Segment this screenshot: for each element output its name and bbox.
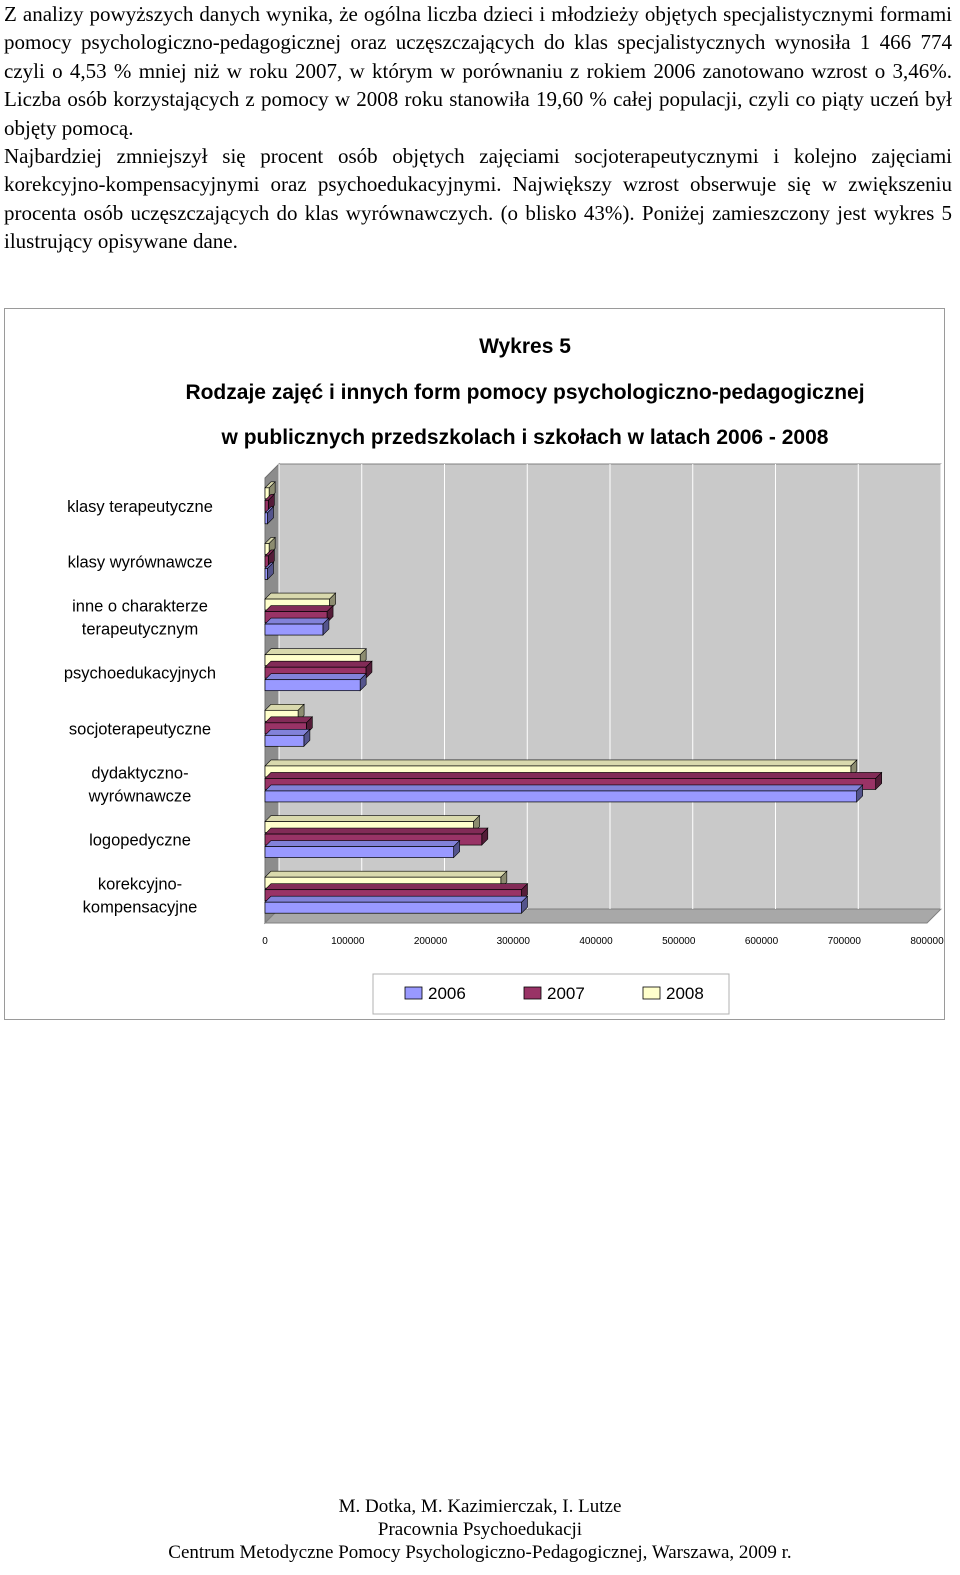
bar-front-face xyxy=(265,735,304,746)
legend-swatch-2007 xyxy=(524,987,541,999)
category-label-line: wyrównawcze xyxy=(88,787,192,806)
category-label xyxy=(69,720,211,738)
bar-front-face xyxy=(265,513,267,524)
page-footer xyxy=(0,1495,960,1564)
bar-top-face xyxy=(265,674,366,680)
chart-frame xyxy=(4,308,945,1020)
bar-top-face xyxy=(265,884,528,890)
category-label-line: klasy wyrównawcze xyxy=(67,553,213,572)
bar-top-face xyxy=(265,871,507,877)
x-tick-label: 200000 xyxy=(413,936,448,947)
bar-top-face xyxy=(265,816,480,822)
category-label-line: socjoterapeutyczne xyxy=(68,720,212,739)
x-tick-label: 600000 xyxy=(744,936,779,947)
category-label xyxy=(88,764,192,805)
x-tick-label: 100000 xyxy=(331,936,365,947)
bar-2006 xyxy=(265,841,460,858)
x-tick-label: 0 xyxy=(262,936,268,947)
category-label-line: korekcyjno- xyxy=(97,875,183,894)
category-label-line: dydaktyczno- xyxy=(91,764,189,783)
category-label xyxy=(67,498,213,516)
category-label xyxy=(72,598,208,639)
category-label xyxy=(83,876,198,917)
category-label-line: terapeutycznym xyxy=(81,620,199,639)
bar-top-face xyxy=(265,729,310,735)
bar-top-face xyxy=(265,593,336,599)
bar-top-face xyxy=(265,785,863,791)
category-label-line: klasy terapeutyczne xyxy=(67,497,213,516)
x-tick-label: 300000 xyxy=(496,936,530,947)
x-tick-label: 800000 xyxy=(910,936,944,947)
bar-top-face xyxy=(265,649,366,655)
x-tick-label: 400000 xyxy=(579,936,613,947)
bar-front-face xyxy=(265,791,857,802)
bar-chart xyxy=(5,309,946,1021)
x-tick-label: 700000 xyxy=(827,936,861,947)
chart-subtitle-line: w publicznych przedszkolach i szkołach w latach 2006 - 2008 xyxy=(221,426,829,449)
chart-subtitle-line: Rodzaje zajęć i innych form pomocy psychologiczno-pedagogicznej xyxy=(185,381,865,404)
body-text xyxy=(4,0,952,256)
bar-2006 xyxy=(265,785,863,802)
chart-title: Wykres 5 xyxy=(479,335,571,358)
bar-top-face xyxy=(265,606,333,612)
category-label xyxy=(64,665,216,683)
paragraph-2: Najbardziej zmniejszył się procent osób objętych zajęciami socjoterapeutycznymi i kolejno zajęciami korekcyjno-kompensacyjnymi oraz psychoedukacyjnymi. Największy wzrost obserwuje się w zwiększeniu procenta osób uczęszczających do klas wyrównawczych. (o blisko 43%). Poniżej zamieszczony jest wykres 5 ilustrujący opisywane dane. xyxy=(4,144,952,254)
category-label-line: logopedyczne xyxy=(89,831,191,850)
bar-2006 xyxy=(265,674,366,691)
paragraph-1: Z analizy powyższych danych wynika, że ogólna liczba dzieci i młodzieży objętych specjalistycznymi formami pomocy psychologiczno-pedagogicznej oraz uczęszczających do klas specjalistycznych wynosiła 1 466 774 czyli o 4,53 % mniej niż w roku 2007, w którym w porównaniu z rokiem 2006 zanotowano wzrost o 3,46%. Liczba osób korzystających z pomocy w 2008 roku stanowiła 19,60 % całej populacji, czyli co piąty uczeń był objęty pomocą. xyxy=(4,2,952,140)
bar-front-face xyxy=(265,680,360,691)
legend-label-2007: 2007 xyxy=(547,984,585,1003)
bar-top-face xyxy=(265,896,528,902)
category-label-line: inne o charakterze xyxy=(72,597,208,616)
legend-swatch-2006 xyxy=(405,987,422,999)
legend-swatch-2008 xyxy=(643,987,660,999)
bar-front-face xyxy=(265,847,454,858)
bar-top-face xyxy=(265,841,460,847)
bar-top-face xyxy=(265,772,882,778)
legend-label-2008: 2008 xyxy=(666,984,704,1003)
footer-authors: M. Dotka, M. Kazimierczak, I. Lutze xyxy=(338,1496,622,1517)
x-tick-label: 500000 xyxy=(662,936,696,947)
bar-top-face xyxy=(265,704,304,710)
footer-institution: Centrum Metodyczne Pomocy Psychologiczno-Pedagogicznej, Warszawa, 2009 r. xyxy=(168,1542,792,1563)
bar-front-face xyxy=(265,624,323,635)
category-label-line: psychoedukacyjnych xyxy=(63,664,217,683)
bar-top-face xyxy=(265,760,857,766)
bar-2006 xyxy=(265,896,528,913)
bar-top-face xyxy=(265,661,372,667)
bar-front-face xyxy=(265,568,267,579)
legend-label-2006: 2006 xyxy=(428,984,466,1003)
category-label xyxy=(68,553,213,571)
bar-top-face xyxy=(265,717,312,723)
bar-2006 xyxy=(265,618,329,635)
category-label xyxy=(89,832,191,850)
footer-unit: Pracownia Psychoedukacji xyxy=(377,1519,583,1540)
bar-top-face xyxy=(265,828,488,834)
bar-top-face xyxy=(265,618,329,624)
bar-front-face xyxy=(265,902,522,913)
category-label-line: kompensacyjne xyxy=(82,898,198,917)
bar-2006 xyxy=(265,729,310,746)
